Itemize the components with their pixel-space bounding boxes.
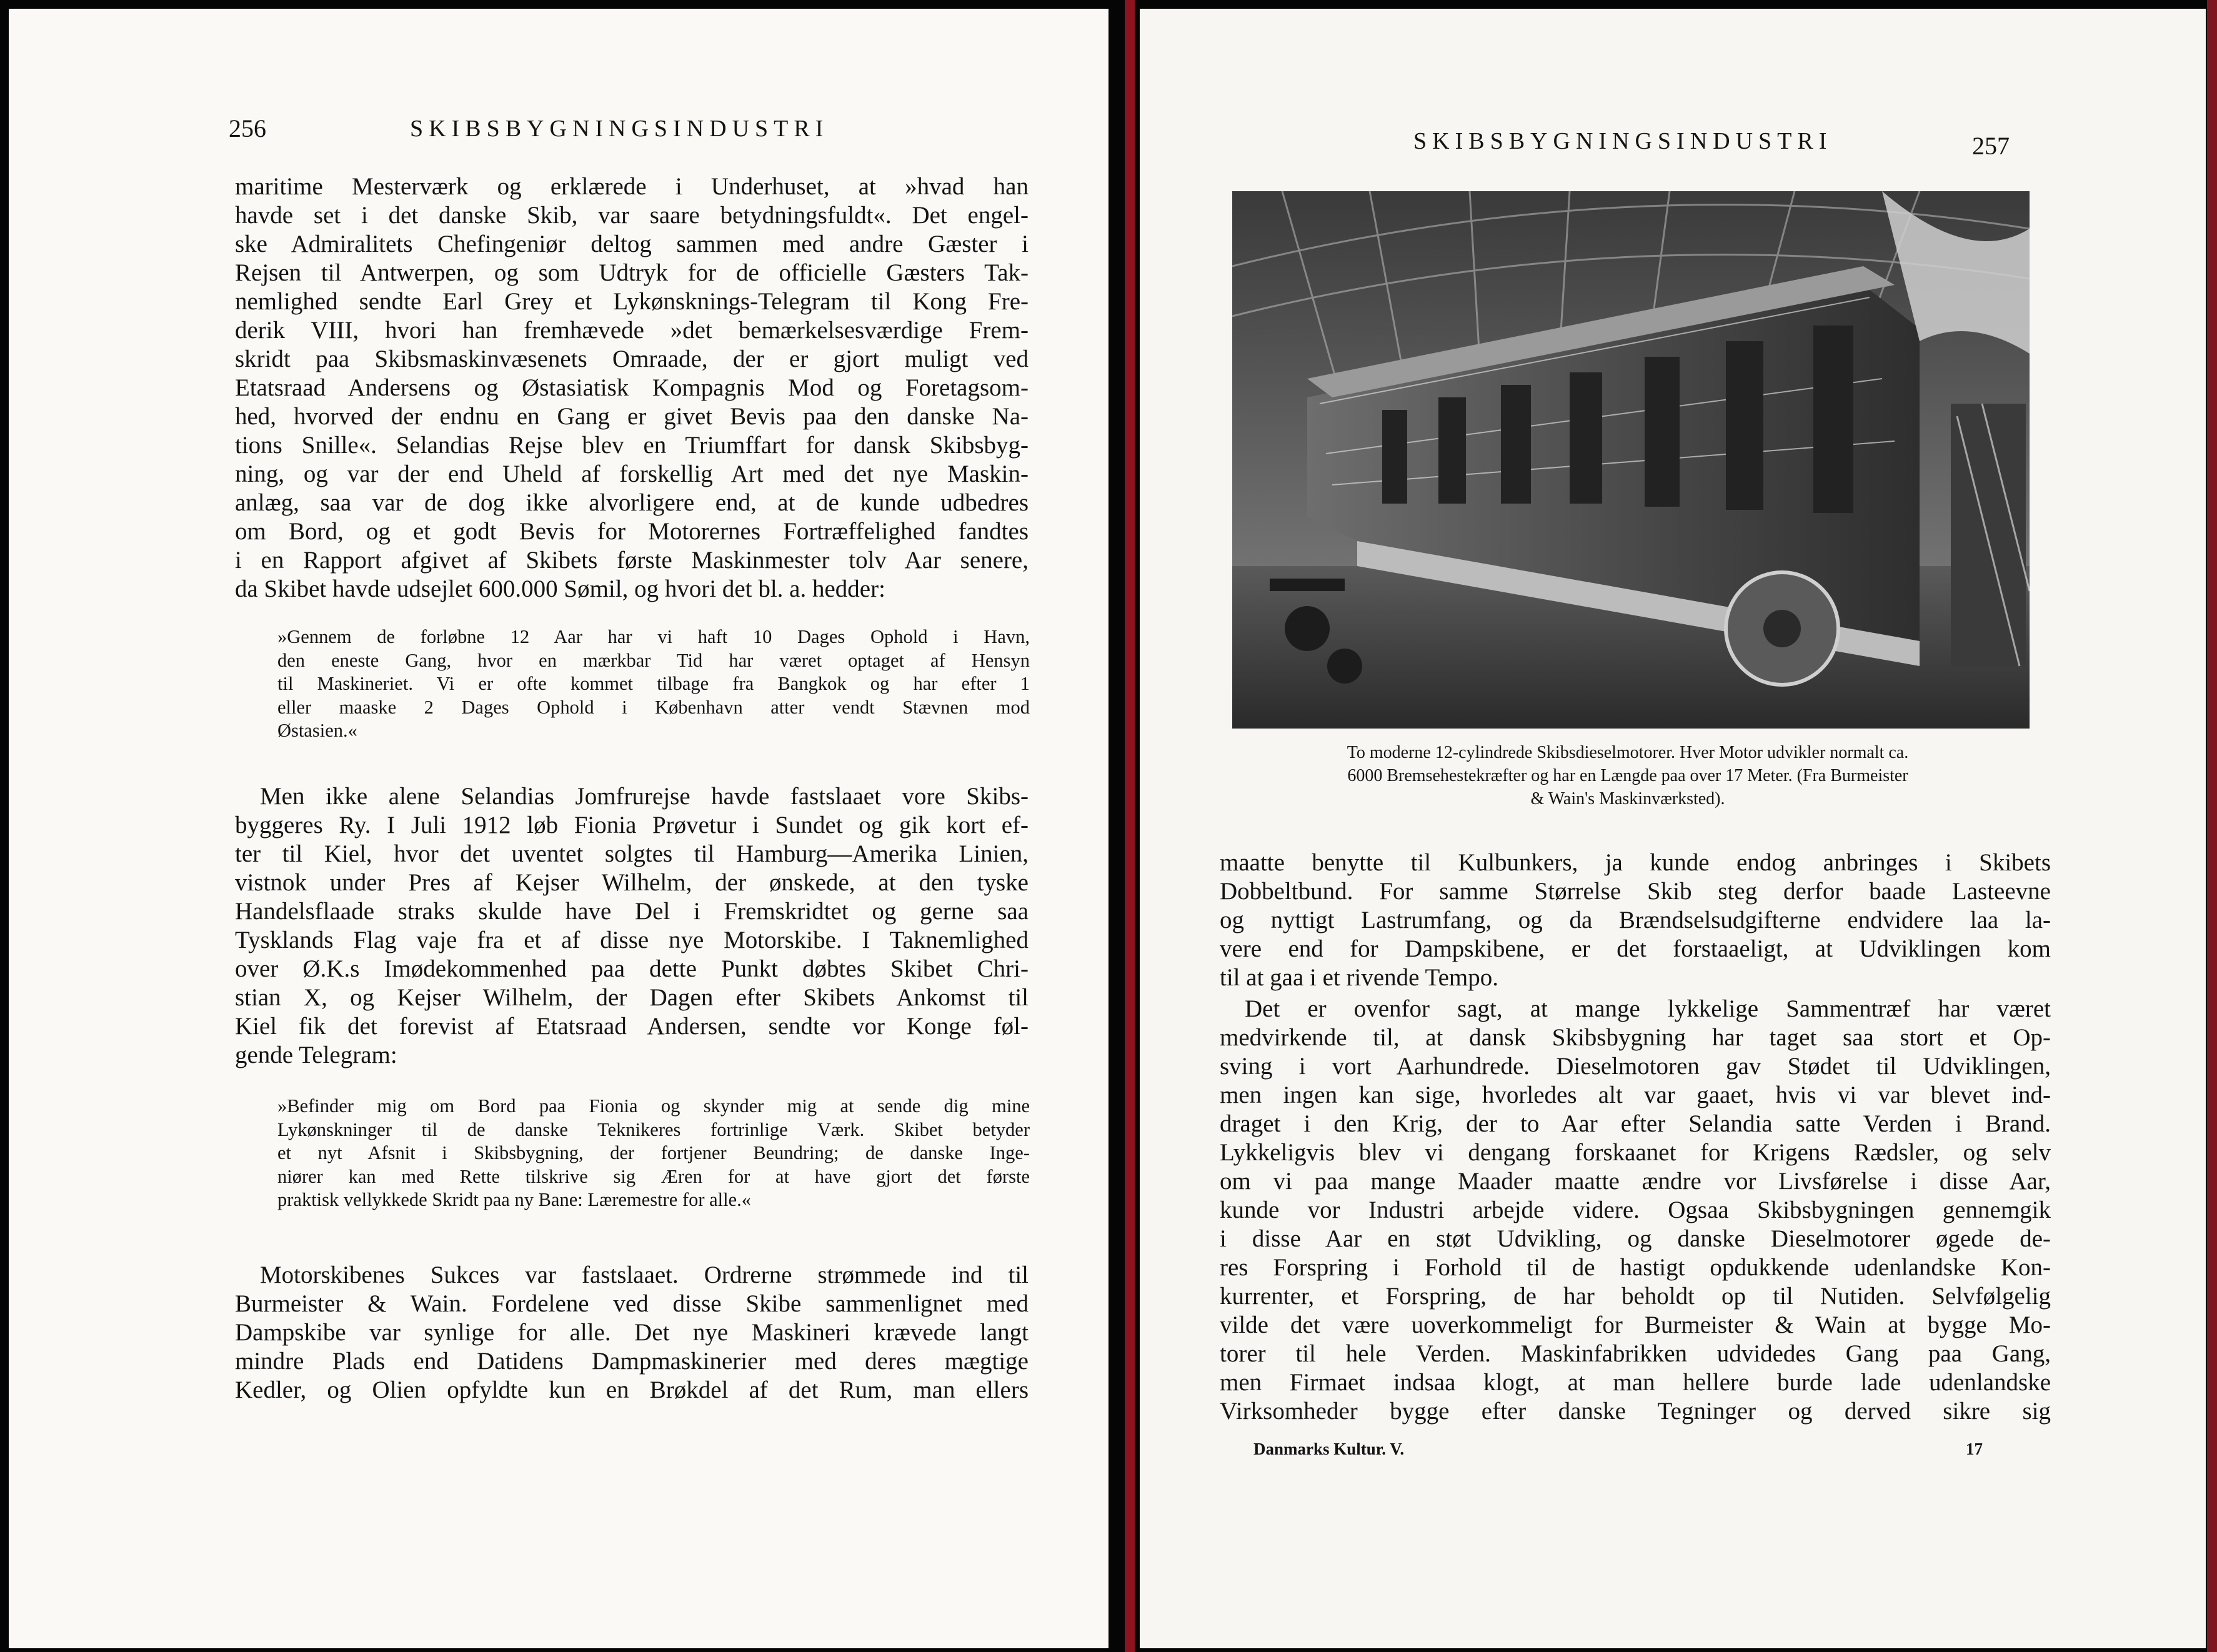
footer-book-title: Danmarks Kultur. V.: [1253, 1440, 1405, 1458]
book-binding-strip: [1125, 0, 1135, 1652]
text-line: Tysklands Flag vaje fra et af disse nye Motorskibe. I Taknemlighed: [235, 927, 1029, 953]
text-line: om vi paa mange Maader maatte ændre vor Livsførelse i disse Aar,: [1220, 1168, 2051, 1195]
text-line: hed, hvorved der endnu en Gang er givet Bevis paa den danske Na-: [235, 403, 1029, 430]
text-line: vistnok under Pres af Kejser Wilhelm, der ønskede, at den tyske: [235, 869, 1029, 896]
caption-line: To moderne 12-cylindrede Skibsdieselmotorer. Hver Motor udvikler normalt ca.: [1347, 743, 1909, 762]
left-paragraph-1: [235, 172, 1029, 604]
photo-caption: [1218, 741, 2037, 810]
text-line: tions Snille«. Selandias Rejse blev en Triumffart for dansk Skibsbyg-: [235, 432, 1029, 459]
quote-line: »Gennem de forløbne 12 Aar har vi haft 10 Dages Ophold i Havn,: [277, 626, 1030, 647]
left-quote-1: [277, 625, 1030, 743]
text-line: gende Telegram:: [235, 1042, 397, 1068]
text-line: medvirkende til, at dansk Skibsbygning har taget saa stort et Op-: [1220, 1024, 2051, 1051]
text-line: Rejsen til Antwerpen, og som Udtryk for de officielle Gæsters Tak-: [235, 259, 1029, 286]
text-line: torer til hele Verden. Maskinfabrikken udvidedes Gang paa Gang,: [1220, 1340, 2051, 1367]
text-line: maritime Mesterværk og erklærede i Underhuset, at »hvad han: [235, 173, 1029, 200]
quote-line: til Maskineriet. Vi er ofte kommet tilbage fra Bangkok og har efter 1: [277, 673, 1030, 695]
text-line: byggeres Ry. I Juli 1912 løb Fionia Prøvetur i Sundet og gik kort ef-: [235, 812, 1029, 838]
engine-hall-photo: [1232, 191, 2030, 729]
text-line: draget i den Krig, der to Aar efter Selandia satte Verden i Brand.: [1220, 1110, 2051, 1137]
quote-line: Østasien.«: [277, 720, 357, 742]
text-line: Motorskibenes Sukces var fastslaaet. Ordrerne strømmede ind til: [260, 1261, 1029, 1288]
text-line: anlæg, saa var de dog ikke alvorligere end, at de kunde udbedres: [235, 489, 1029, 516]
text-line: havde set i det danske Skib, var saare betydningsfuldt«. Det engel-: [235, 202, 1029, 229]
text-line: over Ø.K.s Imødekommenhed paa dette Punkt døbtes Skibet Chri-: [235, 955, 1029, 982]
quote-line: eller maaske 2 Dages Ophold i København atter vendt Stævnen mod: [277, 696, 1030, 718]
text-line: Lykkeligvis blev vi dengang forskaanet for Krigens Rædsler, og selv: [1220, 1139, 2051, 1166]
right-paragraph-1: [1220, 848, 2051, 992]
quote-line: niører kan med Rette tilskrive sig Æren for at have gjort det første: [277, 1165, 1030, 1187]
text-line: Kedler, og Olien opfyldte kun en Brøkdel af det Rum, man ellers: [235, 1376, 1029, 1403]
text-line: i disse Aar en støt Udvikling, og danske Dieselmotorer øgede de-: [1220, 1225, 2051, 1252]
text-line: Men ikke alene Selandias Jomfrurejse havde fastslaaet vore Skibs-: [260, 783, 1029, 810]
text-line: men ingen kan sige, hvorledes alt var gaaet, hvis vi var blevet ind-: [1220, 1082, 2051, 1108]
text-line: vilde det være uoverkommeligt for Burmeister & Wain at bygge Mo-: [1220, 1311, 2051, 1338]
engine-photo-illustration: [1232, 191, 2030, 729]
text-line: stian X, og Kejser Wilhelm, der Dagen efter Skibets Ankomst til: [235, 984, 1029, 1011]
text-line: kunde vor Industri arbejde videre. Ogsaa Skibsbygningen gennemgik: [1220, 1197, 2051, 1223]
text-line: om Bord, og et godt Bevis for Motorernes Fortræffelighed fandtes: [235, 518, 1029, 545]
running-head-right: SKIBSBYGNINGSINDUSTRI: [1413, 128, 1833, 154]
quote-line: »Befinder mig om Bord paa Fionia og skynder mig at sende dig mine: [277, 1095, 1030, 1117]
quote-line: et nyt Afsnit i Skibsbygning, der fortjener Beundring; de danske Inge-: [277, 1142, 1030, 1164]
text-line: res Forspring i Forhold til de hastigt opdukkende udenlandske Kon-: [1220, 1254, 2051, 1281]
text-line: skridt paa Skibsmaskinvæsenets Omraade, der er gjort muligt ved: [235, 346, 1029, 372]
quote-line: Lykønskninger til de danske Teknikeres fortrinlige Værk. Skibet betyder: [277, 1118, 1030, 1140]
text-line: Dampskibe var synlige for alle. Det nye Maskineri krævede langt: [235, 1319, 1029, 1346]
text-line: til at gaa i et rivende Tempo.: [1220, 964, 1498, 991]
text-line: og nyttigt Lastrumfang, og da Brændselsudgifterne endvidere laa la-: [1220, 907, 2051, 933]
text-line: ske Admiralitets Chefingeniør deltog sammen med andre Gæster i: [235, 231, 1029, 257]
text-line: mindre Plads end Datidens Dampmaskinerier med deres mægtige: [235, 1348, 1029, 1375]
text-line: men Firmaet indsaa klogt, at man hellere burde lade udenlandske: [1220, 1369, 2051, 1396]
left-paragraph-2: [235, 782, 1029, 1070]
text-line: sving i vort Aarhundrede. Dieselmotoren gav Stødet til Udviklingen,: [1220, 1053, 2051, 1080]
text-line: maatte benytte til Kulbunkers, ja kunde endog anbringes i Skibets: [1220, 849, 2051, 876]
text-line: Etatsraad Andersens og Østasiatisk Kompagnis Mod og Foretagsom-: [235, 374, 1029, 401]
book-cover-edge: [2207, 0, 2217, 1652]
text-line: i en Rapport afgivet af Skibets første Maskinmester tolv Aar senere,: [235, 547, 1029, 574]
running-head-left: SKIBSBYGNINGSINDUSTRI: [410, 116, 829, 142]
caption-line: 6000 Bremsehestekræfter og har en Længde paa over 17 Meter. (Fra Burmeister: [1347, 766, 1908, 785]
text-line: Handelsflaade straks skulde have Del i Fremskridtet og gerne saa: [235, 898, 1029, 925]
text-line: ter til Kiel, hvor det uventet solgtes til Hamburg—Amerika Linien,: [235, 840, 1029, 867]
text-line: Dobbeltbund. For samme Størrelse Skib steg derfor baade Lasteevne: [1220, 878, 2051, 905]
text-line: Kiel fik det forevist af Etatsraad Andersen, sendte vor Konge føl-: [235, 1013, 1029, 1040]
page-number-right: 257: [1972, 132, 2010, 160]
quote-line: den eneste Gang, hvor en mærkbar Tid har været optaget af Hensyn: [277, 649, 1030, 671]
page-number-left: 256: [229, 114, 266, 142]
text-line: Burmeister & Wain. Fordelene ved disse Skibe sammenlignet med: [235, 1290, 1029, 1317]
quote-line: praktisk vellykkede Skridt paa ny Bane: Læremestre for alle.«: [277, 1189, 752, 1211]
right-paragraph-2: [1220, 995, 2051, 1426]
text-line: derik VIII, hvori han fremhævede »det bemærkelsesværdige Frem-: [235, 317, 1029, 344]
text-line: vere end for Dampskibene, er det forstaaeligt, at Udviklingen kom: [1220, 935, 2051, 962]
text-line: nemlighed sendte Earl Grey et Lykønsknings-Telegram til Kong Fre-: [235, 288, 1029, 315]
left-paragraph-3: [235, 1261, 1029, 1405]
text-line: kurrenter, et Forspring, de har beholdt op til Nutiden. Selvfølgelig: [1220, 1283, 2051, 1310]
left-quote-2: [277, 1095, 1030, 1212]
text-line: Det er ovenfor sagt, at mange lykkelige Sammentræf har været: [1245, 995, 2051, 1022]
text-line: ning, og var der end Uheld af forskellig Art med det nye Maskin-: [235, 460, 1029, 487]
caption-line: & Wain's Maskinværksted).: [1530, 789, 1725, 809]
footer-signature-number: 17: [1966, 1440, 1983, 1458]
text-line: Virksomheder bygge efter danske Tegninger og derved sikre sig: [1220, 1398, 2051, 1425]
text-line: da Skibet havde udsejlet 600.000 Sømil, og hvori det bl. a. hedder:: [235, 575, 885, 602]
